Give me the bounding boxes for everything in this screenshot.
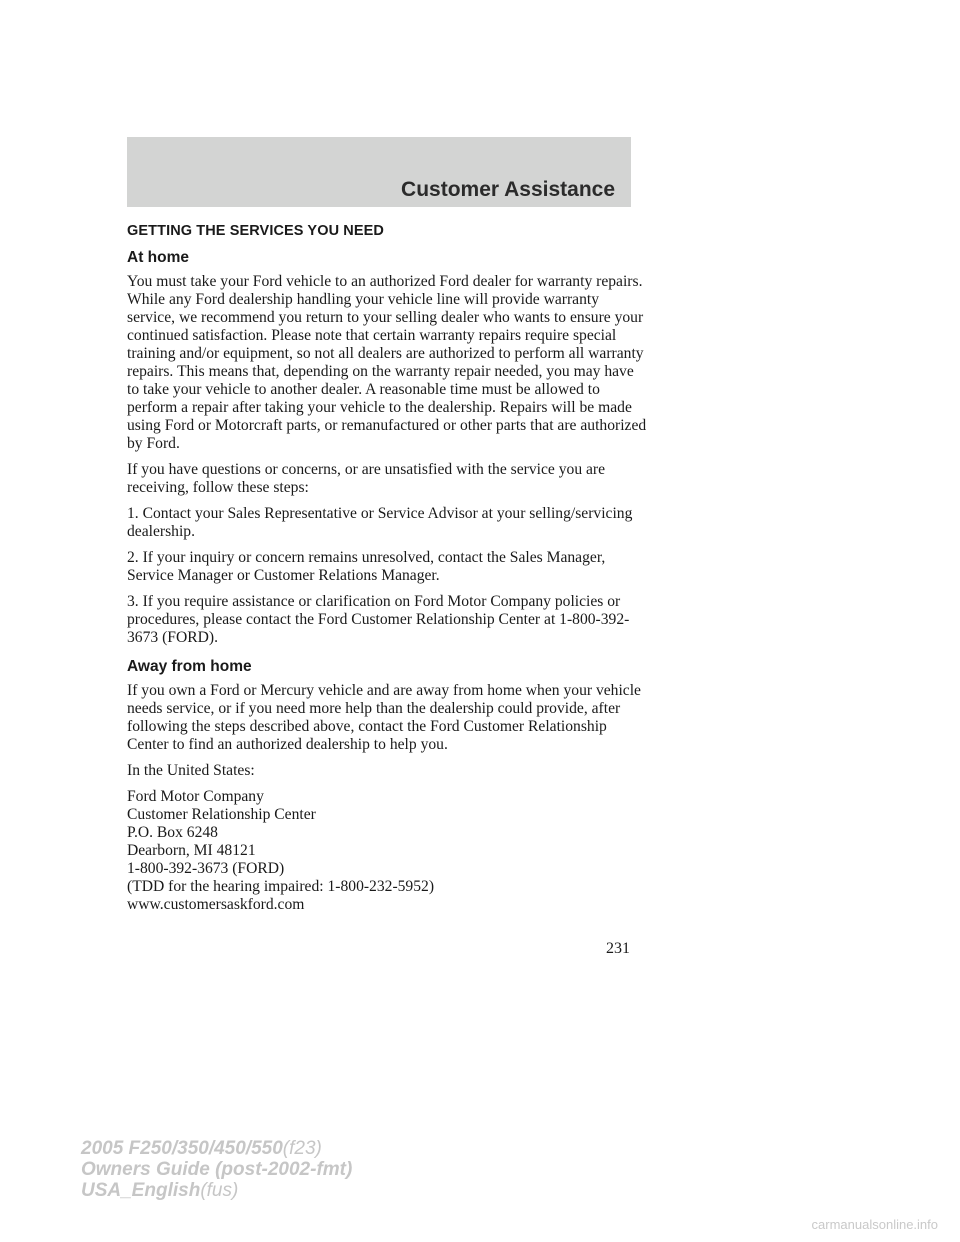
address-line: Ford Motor Company — [127, 788, 264, 805]
footer-guide: Owners Guide (post-2002-fmt) — [81, 1159, 353, 1180]
address-line: Customer Relationship Center — [127, 806, 316, 823]
paragraph: In the United States: — [127, 762, 255, 779]
page-content — [127, 222, 647, 914]
step-2: 2. If your inquiry or concern remains unresolved, contact the Sales Manager, Service Manager or Customer Relations Manager. — [127, 549, 606, 584]
contact-address — [127, 788, 647, 914]
section-header-band — [127, 137, 631, 207]
footer-language-code: (fus) — [200, 1180, 239, 1201]
subheading-at-home: At home — [127, 249, 189, 266]
footer-language: USA_English — [81, 1180, 201, 1201]
step-3: 3. If you require assistance or clarification on Ford Motor Company policies or procedures, please contact the Ford Customer Relationship Center at 1-800-392-3673 (FORD). — [127, 593, 630, 646]
step-1: 1. Contact your Sales Representative or Service Advisor at your selling/servicing dealership. — [127, 505, 633, 540]
footer-model: 2005 F250/350/450/550 — [81, 1138, 283, 1159]
tdd-number: (TDD for the hearing impaired: 1-800-232-5952) — [127, 878, 435, 895]
paragraph: You must take your Ford vehicle to an authorized Ford dealer for warranty repairs. While any Ford dealership handling your vehicle line will provide warranty service, we recommend you return to your selling dealer who wants to ensure your continued satisfaction. Please note that certain warranty repairs require special training and/or equipment, so not all dealers are authorized to perform all warranty repairs. This means that, depending on the warranty repair needed, you may have to take your vehicle to another dealer. A reasonable time must be allowed to perform a repair after taking your vehicle to the dealership. Repairs will be made using Ford or Motorcraft parts, or remanufactured or other parts that are authorized by Ford. — [127, 273, 647, 452]
website-url: www.customersaskford.com — [127, 896, 305, 913]
paragraph: If you own a Ford or Mercury vehicle and are away from home when your vehicle needs service, or if you need more help than the dealership could provide, after following the steps described above, contact the Ford Customer Relationship Center to find an authorized dealership to help you. — [127, 682, 641, 753]
section-title: Customer Assistance — [401, 178, 615, 201]
document-footer — [81, 1138, 352, 1201]
phone-number: 1-800-392-3673 (FORD) — [127, 860, 285, 877]
footer-model-code: (f23) — [282, 1138, 322, 1159]
page-number: 231 — [606, 940, 630, 957]
page-heading: GETTING THE SERVICES YOU NEED — [127, 223, 384, 239]
address-line: P.O. Box 6248 — [127, 824, 218, 841]
subheading-away-from-home: Away from home — [127, 658, 252, 675]
address-line: Dearborn, MI 48121 — [127, 842, 256, 859]
watermark: carmanualsonline.info — [811, 1217, 938, 1232]
paragraph: If you have questions or concerns, or are unsatisfied with the service you are receiving, follow these steps: — [127, 461, 606, 496]
